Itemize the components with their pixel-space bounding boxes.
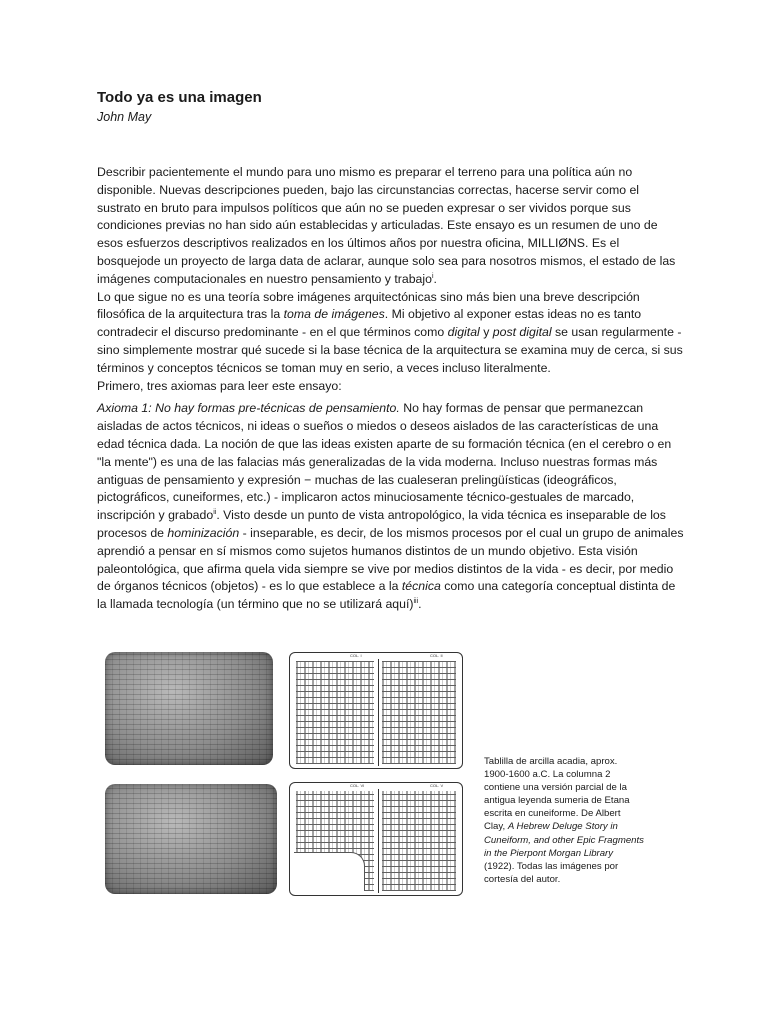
emphasis-digital: digital — [447, 325, 480, 340]
emphasis-post-digital: post digital — [492, 325, 552, 340]
column-label-6: COL. VI — [350, 783, 365, 788]
paragraph-intro-end: . — [433, 271, 437, 286]
column-divider — [378, 789, 379, 893]
column-label-5: COL. V — [430, 783, 444, 788]
paragraph-purpose-text-b: . Mi objetivo al exponer estas ideas no es tanto contradecir el discurso predominante - en el que términos como — [97, 307, 642, 340]
axiom-1-end: . — [418, 597, 422, 612]
caption-book-title: A Hebrew Deluge Story in Cuneiform, and other Epic Fragments in the Pierpont Morgan Library — [484, 821, 644, 859]
axiom-1-heading: Axioma 1: No hay formas pre-técnicas de pensamiento. — [97, 401, 400, 416]
axiom-1-text-a: No hay formas de pensar que permanezcan aisladas de actos técnicos, ni ideas o sueños o miedos o deseos aislados de las características de una edad técnica dada. La noción de que las ideas existen aparte de su formación técnica (en el cerebro o en "la mente") es una de las falacias más generalizadas de la vida moderna. Incluso nuestras formas más antiguas de pensamiento y expresión − muchas de las cualeseran prelingüísticas (ideográficos, pictográficos, cuneiformes, etc.) - implicaron actos minuciosamente técnico-gestuales de marcado, inscripción y grabado — [97, 401, 672, 523]
article-body — [97, 164, 685, 614]
clay-tablet-photo-back — [105, 784, 277, 894]
cuneiform-signs — [382, 661, 456, 764]
clay-tablet-photo-front — [105, 652, 273, 765]
paragraph-axioms-intro: Primero, tres axiomas para leer este ensayo: — [97, 378, 342, 393]
paragraph-intro — [97, 164, 685, 289]
figure-clay-tablets — [97, 648, 687, 898]
paragraph-purpose-text-d: se usan regularmente - sino simplemente mostrar qué sucede si la base técnica de la arquitectura se examina muy de cerca, si sus términos y conceptos técnicos se toman muy en serio, a veces incluso literalmente. — [97, 325, 683, 375]
article-author: John May — [97, 110, 152, 124]
cuneiform-signs — [296, 661, 374, 764]
endnote-ref-iii[interactable]: iii — [413, 598, 419, 606]
emphasis-hominizacion: hominización — [167, 525, 240, 540]
emphasis-tecnica: técnica — [401, 579, 441, 594]
column-label-1: COL. I — [350, 653, 362, 658]
broken-tablet-area — [294, 852, 365, 891]
paragraph-intro-text: Describir pacientemente el mundo para uno mismo es preparar el terreno para una política aún no disponible. Nuevas descripciones pueden, bajo las circunstancias correctas, hacerse servir como el sustrato en bruto para impulsos políticos que aún no se pueden expresar o ser vividos porque sus condiciones previas no han sido aún establecidas y articuladas. Este ensayo es un resumen de uno de esos esfuerzos descriptivos realizados en los últimos años por nuestra oficina, MILLIØNS. Es el bosquejode un proyecto de larga data de aclarar, aunque solo sea para nosotros mismos, el estado de las imágenes computacionales en nuestro pensamiento y trabajo — [97, 165, 676, 286]
article-title: Todo ya es una imagen — [97, 89, 262, 106]
figure-caption — [484, 755, 644, 886]
axiom-1-text-b: . Visto desde un punto de vista antropológico, la vida técnica es inseparable de los procesos de — [97, 508, 666, 540]
column-divider — [378, 659, 379, 766]
axiom-1-text-d: como una categoría conceptual distinta de la llamada tecnología (un término que no se utilizará aquí) — [97, 579, 676, 612]
paragraph-purpose — [97, 289, 685, 378]
endnote-ref-ii[interactable]: ii — [213, 509, 217, 517]
paragraph-axiom-1 — [97, 400, 685, 614]
column-label-2: COL. II — [430, 653, 443, 658]
caption-text-a: Tablilla de arcilla acadia, aprox. 1900-1600 a.C. La columna 2 contiene una versión parcial de la antigua leyenda sumeria de Etana escrita en cuneiforme. De Albert Clay, — [484, 756, 630, 833]
caption-text-b: (1922). Todas las imágenes por cortesía del autor. — [484, 860, 619, 885]
paragraph-purpose-text-a: Lo que sigue no es una teoría sobre imágenes arquitectónicas sino más bien una breve descripción filosófica de la arquitectura tras la — [97, 289, 640, 322]
cuneiform-drawing-front — [289, 652, 463, 769]
endnote-ref-i[interactable]: i — [431, 272, 434, 280]
emphasis-toma-de-imagenes: toma de imágenes — [283, 307, 385, 322]
axiom-1-text-c: - inseparable, es decir, de los mismos procesos por el cual un grupo de animales aprendió a pensar en sí mismos como sujetos humanos distintos de un mundo objetivo. Esta visión paleontológica, que afirma quela vida siempre se vive por medios distintos de la vida - es decir, por medio de órganos técnicos (objetos) - es lo que establece a la — [97, 525, 684, 594]
cuneiform-signs — [382, 791, 456, 891]
paragraph-purpose-text-c: y — [479, 325, 493, 340]
cuneiform-drawing-back — [289, 782, 463, 896]
